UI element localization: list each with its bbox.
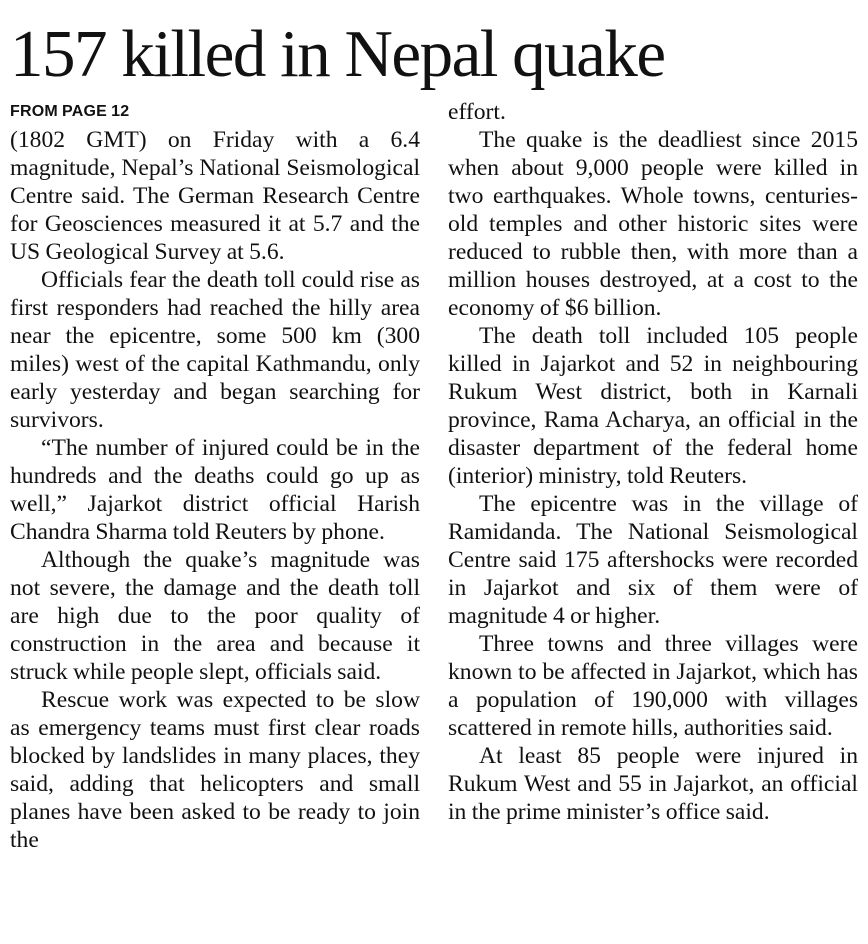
jump-label: FROM PAGE 12 — [10, 103, 130, 120]
paragraph: Rescue work was expected to be slow as emergency teams must first clear roads blocked by landslides in many places, they said, adding that helicopters and small planes have been asked to be ready to join the — [10, 687, 420, 853]
headline: 157 killed in Nepal quake — [10, 17, 665, 91]
paragraph: effort. — [448, 99, 506, 125]
paragraph: At least 85 people were injured in Rukum West and 55 in Jajarkot, an official in the prime minister’s office said. — [448, 743, 858, 825]
article-column-left — [10, 98, 420, 854]
paragraph: “The number of injured could be in the hundreds and the deaths could go up as well,” Jajarkot district official Harish Chandra Sharma told Reuters by phone. — [10, 435, 420, 545]
paragraph: The death toll included 105 people killed in Jajarkot and 52 in neighbouring Rukum West district, both in Karnali province, Rama Acharya, an official in the disaster department of the federal home (interior) ministry, told Reuters. — [448, 323, 858, 489]
paragraph: Three towns and three villages were known to be affected in Jajarkot, which has a population of 190,000 with villages scattered in remote hills, authorities said. — [448, 631, 858, 741]
paragraph: The quake is the deadliest since 2015 when about 9,000 people were killed in two earthquakes. Whole towns, centuries-old temples and other historic sites were reduced to rubble then, with more than a million houses destroyed, at a cost to the economy of $6 billion. — [448, 127, 858, 321]
paragraph: The epicentre was in the village of Ramidanda. The National Seismological Centre said 175 aftershocks were recorded in Jajarkot and six of them were of magnitude 4 or higher. — [448, 491, 858, 629]
paragraph: Officials fear the death toll could rise as first responders had reached the hilly area near the epicentre, some 500 km (300 miles) west of the capital Kathmandu, only early yesterday and began searching for survivors. — [10, 267, 420, 433]
paragraph: Although the quake’s magnitude was not severe, the damage and the death toll are high due to the poor quality of construction in the area and because it struck while people slept, officials said. — [10, 547, 420, 685]
paragraph: (1802 GMT) on Friday with a 6.4 magnitude, Nepal’s National Seismological Centre said. The German Research Centre for Geosciences measured it at 5.7 and the US Geological Survey at 5.6. — [10, 127, 420, 265]
article-column-right — [448, 98, 858, 826]
